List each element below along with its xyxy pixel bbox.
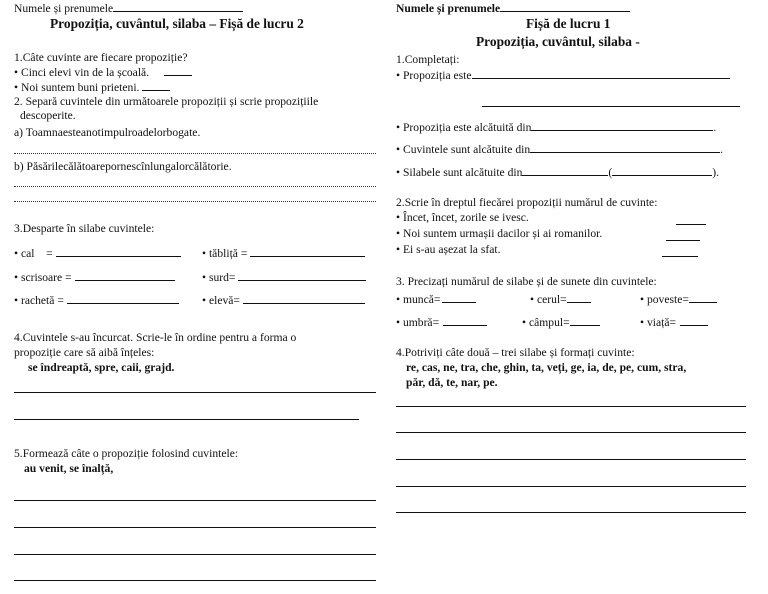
q1-prompt: 1.Completați: (396, 53, 460, 66)
answer-line[interactable] (14, 554, 376, 555)
q1-item: • Propoziția este (396, 68, 730, 82)
answer-blank[interactable] (56, 246, 181, 257)
q3-word: • viață= (640, 315, 708, 329)
answer-blank[interactable] (243, 293, 365, 304)
answer-line[interactable] (482, 106, 740, 107)
answer-blank[interactable] (567, 292, 591, 303)
answer-line[interactable] (14, 201, 376, 202)
answer-line[interactable] (396, 486, 746, 487)
q1-item-1: • Cinci elevi vin de la școală. (14, 65, 192, 79)
name-label: Numele și prenumele (14, 2, 114, 15)
answer-blank[interactable] (680, 315, 708, 326)
q1-item: • Silabele sunt alcătuite din ( ). (396, 166, 720, 179)
answer-blank[interactable] (662, 246, 698, 257)
worksheet-title: Fișă de lucru 1 (526, 16, 611, 31)
q3-word: • tăbliță = (202, 246, 365, 260)
answer-blank[interactable] (67, 293, 179, 304)
q2-prompt-line1: 2. Separă cuvintele din următoarele propoziții și scrie propozițiile (14, 95, 319, 108)
answer-blank[interactable] (689, 292, 717, 303)
q2-b: b) Păsărilecălătoarepornescînlungalorcălătorie. (14, 160, 232, 173)
q3-word: • cerul= (530, 292, 591, 306)
q5-words: au venit, se înalță, (24, 462, 114, 475)
answer-line[interactable] (14, 392, 376, 393)
answer-blank[interactable] (442, 292, 476, 303)
q2-item: • Noi suntem urmașii dacilor și ai romanilor. (396, 227, 603, 240)
q4-syllables-line1: re, cas, ne, tra, che, ghin, ta, veți, ge, ia, de, pe, cum, stra, (406, 361, 687, 374)
answer-blank[interactable] (530, 142, 720, 153)
answer-blank[interactable] (531, 120, 713, 131)
name-field[interactable] (500, 1, 630, 12)
q4-prompt-line1: 4.Cuvintele s-au încurcat. Scrie-le în ordine pentru a forma o (14, 331, 297, 344)
q3-prompt: 3.Desparte în silabe cuvintele: (14, 222, 155, 235)
answer-blank[interactable] (443, 315, 487, 326)
answer-blank[interactable] (250, 246, 365, 257)
name-line (396, 1, 630, 15)
answer-line[interactable] (396, 406, 746, 407)
answer-blank[interactable] (570, 315, 600, 326)
q1-item: • Propoziția este alcătuită din . (396, 121, 717, 134)
q3-word: • cal = (14, 246, 181, 260)
answer-blank[interactable] (75, 270, 175, 281)
answer-line[interactable] (14, 419, 359, 420)
answer-line[interactable] (396, 459, 746, 460)
answer-blank[interactable] (238, 270, 366, 281)
q2-item: • Ei s-au așezat la sfat. (396, 243, 501, 256)
q2-prompt-line2: descoperite. (20, 109, 76, 122)
answer-blank[interactable] (142, 80, 170, 91)
answer-line[interactable] (14, 186, 376, 187)
q3-word: • poveste= (640, 292, 717, 306)
q3-word: • scrisoare = (14, 270, 175, 284)
answer-line[interactable] (14, 500, 376, 501)
q2-a: a) Toamnaesteanotimpulroadelorbogate. (14, 126, 201, 139)
q3-word: • câmpul= (522, 315, 600, 329)
answer-line[interactable] (396, 432, 746, 433)
answer-line[interactable] (14, 580, 376, 581)
q4-prompt-line2: propoziție care să aibă înțeles: (14, 346, 155, 359)
answer-blank[interactable] (472, 68, 730, 79)
answer-blank[interactable] (164, 65, 192, 76)
q3-word: • umbră= (396, 315, 487, 329)
answer-blank[interactable] (676, 214, 706, 225)
q4-words: se îndreaptă, spre, caii, grajd. (28, 361, 175, 374)
worksheet-subtitle: Propoziția, cuvântul, silaba - (476, 34, 640, 49)
q3-word: • rachetă = (14, 293, 179, 307)
q4-prompt: 4.Potriviți câte două – trei silabe și formați cuvinte: (396, 346, 635, 359)
answer-line[interactable] (396, 512, 746, 513)
q3-word: • muncă= (396, 292, 476, 306)
q1-item: • Cuvintele sunt alcătuite din . (396, 143, 724, 156)
answer-blank[interactable] (522, 165, 608, 176)
name-field[interactable] (113, 1, 243, 12)
q3-prompt: 3. Precizați numărul de silabe și de sunete din cuvintele: (396, 275, 657, 288)
answer-line[interactable] (14, 153, 376, 154)
q1-prompt: 1.Câte cuvinte are fiecare propoziție? (14, 51, 188, 64)
q2-item: • Încet, încet, zorile se ivesc. (396, 211, 529, 224)
q1-item-2: • Noi suntem buni prieteni. (14, 80, 170, 94)
q4-syllables-line2: păr, dă, te, nar, pe. (406, 376, 498, 389)
name-label: Numele și prenumele (396, 2, 501, 15)
answer-line[interactable] (14, 527, 376, 528)
q3-word: • surd= (202, 270, 366, 284)
q2-prompt: 2.Scrie în dreptul fiecărei propoziții numărul de cuvinte: (396, 196, 658, 209)
worksheet-title: Propoziția, cuvântul, silaba – Fișă de lucru 2 (50, 16, 304, 31)
name-line (14, 1, 243, 15)
q5-prompt: 5.Formează câte o propoziție folosind cuvintele: (14, 447, 239, 460)
q3-word: • elevă= (202, 293, 365, 307)
answer-blank[interactable] (612, 165, 712, 176)
answer-blank[interactable] (666, 230, 700, 241)
